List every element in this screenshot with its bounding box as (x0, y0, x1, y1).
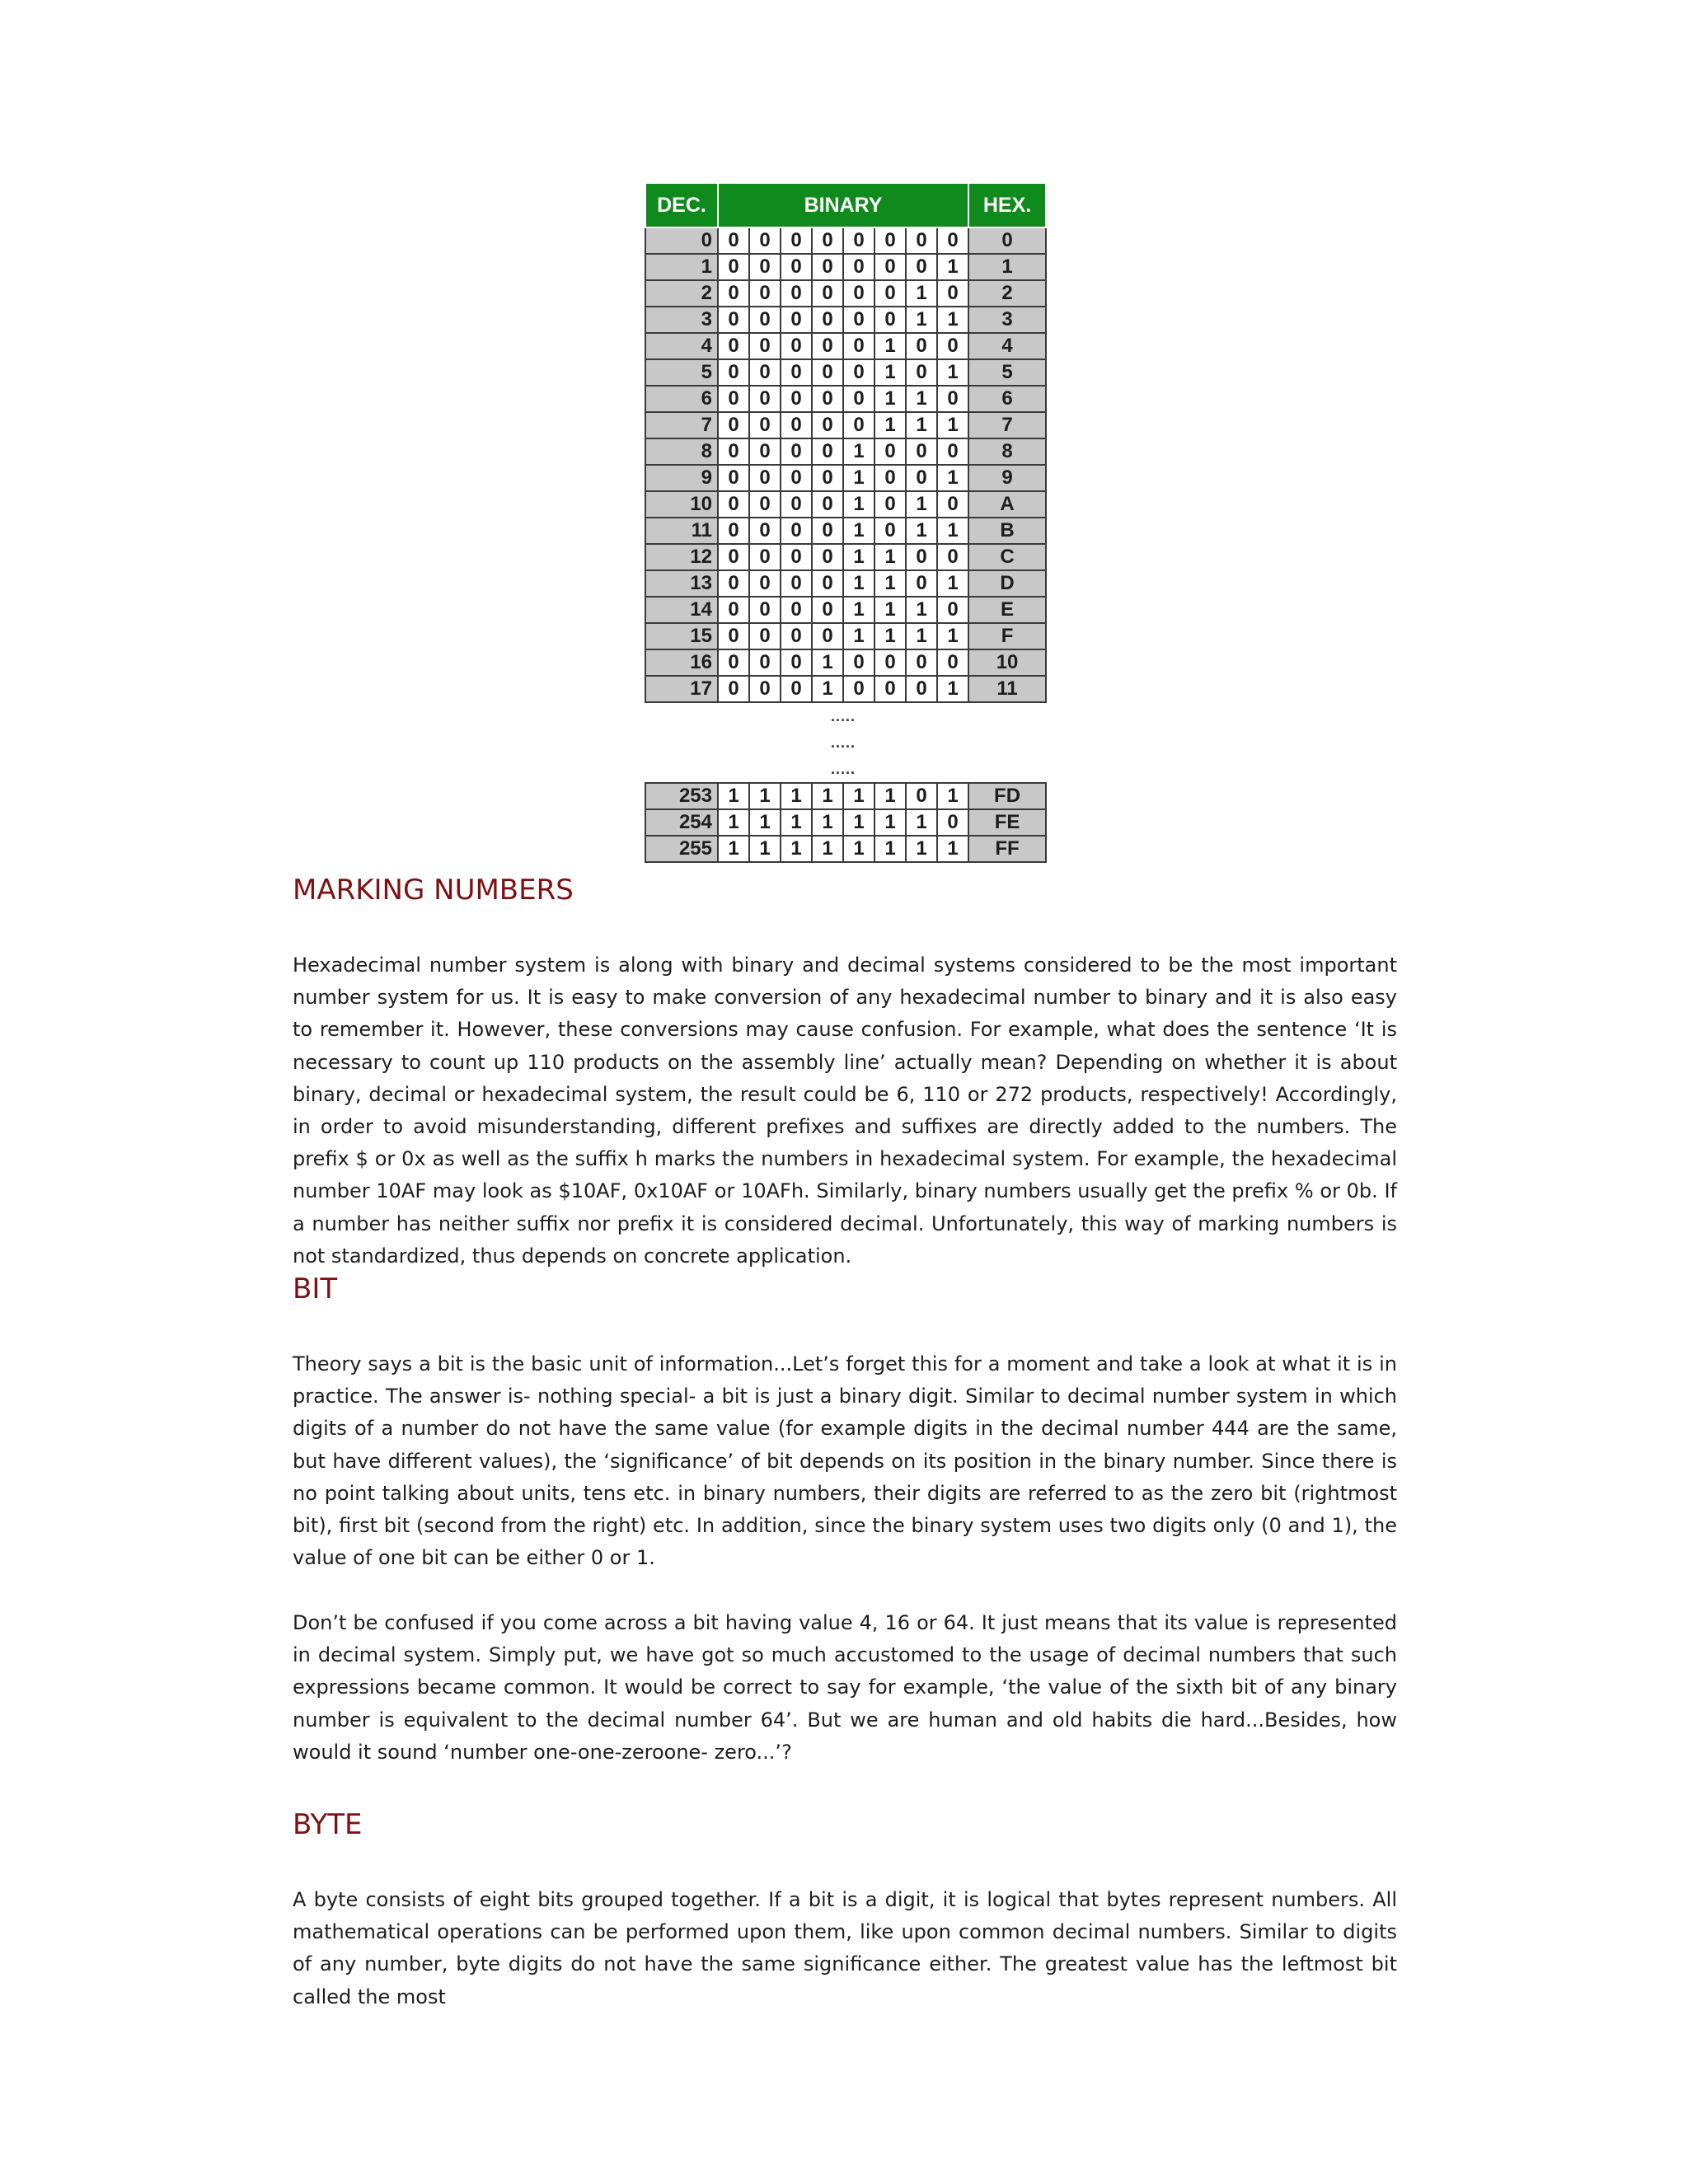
bit-cell: 0 (749, 649, 781, 676)
bit-cell: 0 (749, 307, 781, 333)
bit-cell: 0 (781, 359, 812, 386)
bit-cell: 1 (906, 836, 937, 862)
bit-cell: 1 (874, 623, 906, 649)
bit-cell: 1 (843, 597, 874, 623)
bit-cell: 0 (843, 386, 874, 412)
bit-cell: 0 (781, 465, 812, 491)
bit-cell: 0 (812, 333, 843, 359)
bit-cell: 1 (843, 783, 874, 809)
bit-cell: 0 (718, 649, 749, 676)
bit-cell: 0 (812, 438, 843, 465)
bit-cell: 0 (843, 280, 874, 307)
bit-cell: 0 (874, 649, 906, 676)
bit-cell: 1 (812, 676, 843, 702)
bit-cell: 1 (906, 307, 937, 333)
bit-cell: 1 (937, 359, 968, 386)
bit-cell: 1 (906, 597, 937, 623)
ellipsis: ..... (718, 756, 968, 783)
ellipsis: ..... (718, 702, 968, 729)
bit-cell: 0 (781, 307, 812, 333)
bit-cell: 0 (718, 254, 749, 280)
bit-cell: 0 (749, 597, 781, 623)
table-row (645, 809, 1046, 836)
bit-cell: 0 (906, 254, 937, 280)
dec-cell: 1 (645, 254, 718, 280)
bit-cell: 1 (874, 544, 906, 570)
bit-cell: 1 (843, 544, 874, 570)
table-row (645, 280, 1046, 307)
table-row (645, 333, 1046, 359)
paragraph-bit-1: Theory says a bit is the basic unit of information...Let’s forget this for a moment and take a look at what it is in practice. The answer is- nothing special- a bit is just a binary digit. Similar to decimal number system in which digits of a number do not have the same value (for example digits in the decimal number 444 are the same, but have different values), the ‘significance’ of bit depends on its position in the binary number. Since there is no point talking about units, tens etc. in binary numbers, their digits are referred to as the zero bit (rightmost bit), first bit (second from the right) etc. In addition, since the binary system uses two digits only (0 and 1), the value of one bit can be either 0 or 1. (293, 1352, 1397, 1570)
bit-cell: 0 (906, 783, 937, 809)
bit-cell: 0 (781, 649, 812, 676)
bit-cell: 0 (812, 307, 843, 333)
dec-cell: 17 (645, 676, 718, 702)
bit-cell: 1 (874, 783, 906, 809)
bit-cell: 0 (906, 570, 937, 597)
bit-cell: 0 (749, 254, 781, 280)
bit-cell: 1 (843, 570, 874, 597)
bit-cell: 0 (749, 412, 781, 438)
table-row (645, 518, 1046, 544)
bit-cell: 0 (812, 570, 843, 597)
bit-cell: 0 (781, 438, 812, 465)
dec-cell: 6 (645, 386, 718, 412)
hex-cell: 1 (968, 254, 1046, 280)
bit-cell: 0 (906, 649, 937, 676)
bit-cell: 0 (781, 623, 812, 649)
bit-cell: 0 (906, 333, 937, 359)
bit-cell: 0 (812, 227, 843, 254)
bit-cell: 0 (843, 649, 874, 676)
hex-cell: 3 (968, 307, 1046, 333)
bit-cell: 0 (781, 227, 812, 254)
bit-cell: 0 (749, 280, 781, 307)
bit-cell: 0 (718, 623, 749, 649)
bit-cell: 0 (874, 465, 906, 491)
bit-cell: 0 (781, 570, 812, 597)
bit-cell: 0 (906, 438, 937, 465)
bit-cell: 1 (937, 676, 968, 702)
bit-cell: 1 (937, 465, 968, 491)
bit-cell: 0 (906, 227, 937, 254)
bit-cell: 0 (906, 359, 937, 386)
bit-cell: 0 (718, 518, 749, 544)
bit-cell: 0 (781, 518, 812, 544)
hex-cell: 10 (968, 649, 1046, 676)
bit-cell: 0 (843, 227, 874, 254)
bit-cell: 1 (906, 280, 937, 307)
bit-cell: 0 (874, 254, 906, 280)
hex-cell: D (968, 570, 1046, 597)
bit-cell: 1 (937, 254, 968, 280)
bit-cell: 0 (812, 518, 843, 544)
bit-cell: 1 (718, 836, 749, 862)
bit-cell: 0 (718, 491, 749, 518)
hex-cell: FF (968, 836, 1046, 862)
dec-cell: 14 (645, 597, 718, 623)
table-row (645, 307, 1046, 333)
table-row (645, 836, 1046, 862)
bit-cell: 0 (718, 544, 749, 570)
heading-marking-numbers: MARKING NUMBERS (293, 874, 574, 907)
paragraph-marking-numbers: Hexadecimal number system is along with binary and decimal systems considered to be the most important number system for us. It is easy to make conversion of any hexadecimal number to binary and it is also easy to remember it. However, these conversions may cause confusion. For example, what does the sentence ‘It is necessary to count up 110 products on the assembly line’ actually mean? Depending on whether it is about binary, decimal or hexadecimal system, the result could be 6, 110 or 272 products, respectively! Accordingly, in order to avoid misunderstanding, different prefixes and suffixes are directly added to the numbers. The prefix $ or 0x as well as the suffix h marks the numbers in hexadecimal system. For example, the hexadecimal number 10AF may look as $10AF, 0x10AF or 10AFh. Similarly, binary numbers usually get the prefix % or 0b. If a number has neither suffix nor prefix it is considered decimal. Unfortunately, this way of marking numbers is not standardized, thus depends on concrete application. (293, 954, 1397, 1268)
bit-cell: 1 (812, 836, 843, 862)
bit-cell: 0 (718, 227, 749, 254)
bit-cell: 0 (718, 307, 749, 333)
bit-cell: 0 (749, 491, 781, 518)
bit-cell: 0 (749, 227, 781, 254)
paragraph-byte: A byte consists of eight bits grouped together. If a bit is a digit, it is logical that bytes represent numbers. All mathematical operations can be performed upon them, like upon common decimal numbers. Similar to digits of any number, byte digits do not have the same significance either. The greatest value has the leftmost bit called the most (293, 1888, 1397, 2008)
hex-cell: C (968, 544, 1046, 570)
hex-cell: 8 (968, 438, 1046, 465)
bit-cell: 0 (906, 676, 937, 702)
bit-cell: 0 (812, 623, 843, 649)
bit-cell: 0 (749, 676, 781, 702)
ellipsis-spacer (968, 702, 1046, 729)
bit-cell: 0 (718, 333, 749, 359)
bit-cell: 1 (874, 597, 906, 623)
bit-cell: 1 (874, 570, 906, 597)
bit-cell: 1 (843, 491, 874, 518)
dec-cell: 253 (645, 783, 718, 809)
bit-cell: 0 (781, 544, 812, 570)
dec-cell: 15 (645, 623, 718, 649)
heading-bit: BIT (293, 1272, 338, 1305)
bit-cell: 0 (812, 544, 843, 570)
table-row (645, 597, 1046, 623)
ellipsis-spacer (645, 702, 718, 729)
bit-cell: 0 (937, 227, 968, 254)
table-row (645, 570, 1046, 597)
bit-cell: 0 (812, 359, 843, 386)
dec-cell: 9 (645, 465, 718, 491)
bit-cell: 0 (874, 307, 906, 333)
bit-cell: 1 (812, 809, 843, 836)
table-row (645, 649, 1046, 676)
bit-cell: 0 (874, 676, 906, 702)
paragraph-bit-2: Don’t be confused if you come across a bit having value 4, 16 or 64. It just means that its value is represented in decimal system. Simply put, we have got so much accustomed to the usage of decimal numbers that such expressions became common. It would be correct to say for example, ‘the value of the sixth bit of any binary number is equivalent to the decimal number 64’. But we are human and old habits die hard...Besides, how would it sound ‘number one-one-zeroone- zero...’? (293, 1611, 1397, 1764)
bit-cell: 0 (718, 412, 749, 438)
bit-cell: 0 (874, 280, 906, 307)
table-header-row (645, 183, 1046, 227)
bit-cell: 0 (937, 809, 968, 836)
bit-cell: 0 (843, 412, 874, 438)
hex-cell: 0 (968, 227, 1046, 254)
bit-cell: 1 (906, 491, 937, 518)
bit-cell: 1 (843, 438, 874, 465)
header-hex: HEX. (968, 183, 1046, 227)
table-row (645, 359, 1046, 386)
dec-cell: 7 (645, 412, 718, 438)
bit-cell: 1 (843, 465, 874, 491)
bit-cell: 1 (906, 412, 937, 438)
dec-cell: 3 (645, 307, 718, 333)
bit-cell: 0 (781, 333, 812, 359)
ellipsis-spacer (645, 729, 718, 756)
bit-cell: 0 (937, 280, 968, 307)
bit-cell: 0 (812, 280, 843, 307)
bit-cell: 0 (718, 386, 749, 412)
bit-cell: 1 (812, 649, 843, 676)
bit-cell: 1 (843, 809, 874, 836)
table-row (645, 386, 1046, 412)
bit-cell: 0 (843, 359, 874, 386)
table-row (645, 254, 1046, 280)
bit-cell: 0 (718, 570, 749, 597)
table-body (645, 227, 1046, 862)
hex-cell: 7 (968, 412, 1046, 438)
dec-cell: 13 (645, 570, 718, 597)
bit-cell: 0 (749, 623, 781, 649)
bit-cell: 0 (749, 333, 781, 359)
bit-cell: 1 (937, 783, 968, 809)
bit-cell: 1 (937, 623, 968, 649)
bit-cell: 1 (874, 836, 906, 862)
bit-cell: 0 (812, 254, 843, 280)
bit-cell: 0 (781, 386, 812, 412)
dec-cell: 11 (645, 518, 718, 544)
bit-cell: 1 (781, 809, 812, 836)
ellipsis-row (645, 702, 1046, 729)
bit-cell: 0 (937, 491, 968, 518)
dec-cell: 4 (645, 333, 718, 359)
bit-cell: 0 (937, 386, 968, 412)
bit-cell: 0 (812, 491, 843, 518)
hex-cell: 4 (968, 333, 1046, 359)
bit-cell: 1 (874, 386, 906, 412)
dec-cell: 16 (645, 649, 718, 676)
bit-cell: 1 (749, 809, 781, 836)
bit-cell: 1 (812, 783, 843, 809)
dec-cell: 12 (645, 544, 718, 570)
bit-cell: 0 (874, 227, 906, 254)
bit-cell: 0 (937, 544, 968, 570)
hex-cell: E (968, 597, 1046, 623)
bit-cell: 0 (749, 386, 781, 412)
bit-cell: 0 (874, 518, 906, 544)
bit-cell: 0 (937, 333, 968, 359)
table-row (645, 227, 1046, 254)
hex-cell: A (968, 491, 1046, 518)
bit-cell: 1 (874, 809, 906, 836)
bit-cell: 0 (749, 570, 781, 597)
dec-cell: 8 (645, 438, 718, 465)
ellipsis-row (645, 756, 1046, 783)
bit-cell: 1 (906, 809, 937, 836)
bit-cell: 1 (718, 809, 749, 836)
bit-cell: 1 (937, 570, 968, 597)
bit-cell: 0 (718, 597, 749, 623)
bit-cell: 0 (781, 676, 812, 702)
hex-cell: FE (968, 809, 1046, 836)
bit-cell: 0 (843, 307, 874, 333)
table-row (645, 491, 1046, 518)
bit-cell: 0 (843, 254, 874, 280)
bit-cell: 0 (781, 412, 812, 438)
ellipsis-spacer (968, 729, 1046, 756)
dec-cell: 5 (645, 359, 718, 386)
bit-cell: 1 (906, 386, 937, 412)
bit-cell: 0 (843, 333, 874, 359)
bit-cell: 0 (937, 597, 968, 623)
bit-cell: 0 (937, 438, 968, 465)
bit-cell: 0 (812, 465, 843, 491)
dec-cell: 0 (645, 227, 718, 254)
hex-cell: 5 (968, 359, 1046, 386)
header-dec: DEC. (645, 183, 718, 227)
bit-cell: 0 (843, 676, 874, 702)
bit-cell: 1 (874, 359, 906, 386)
table-row (645, 465, 1046, 491)
table-row (645, 438, 1046, 465)
hex-cell: FD (968, 783, 1046, 809)
hex-cell: 6 (968, 386, 1046, 412)
bit-cell: 0 (781, 280, 812, 307)
dec-cell: 255 (645, 836, 718, 862)
bit-cell: 1 (718, 783, 749, 809)
bit-cell: 0 (749, 438, 781, 465)
bit-cell: 0 (812, 597, 843, 623)
bit-cell: 1 (937, 307, 968, 333)
hex-cell: F (968, 623, 1046, 649)
bit-cell: 0 (906, 544, 937, 570)
dec-cell: 10 (645, 491, 718, 518)
bit-cell: 1 (874, 333, 906, 359)
table-row (645, 623, 1046, 649)
ellipsis-spacer (645, 756, 718, 783)
bit-cell: 1 (843, 836, 874, 862)
bit-cell: 1 (781, 836, 812, 862)
dec-cell: 254 (645, 809, 718, 836)
bit-cell: 1 (843, 623, 874, 649)
heading-byte: BYTE (293, 1808, 363, 1841)
bit-cell: 1 (749, 836, 781, 862)
dec-cell: 2 (645, 280, 718, 307)
ellipsis-row (645, 729, 1046, 756)
bit-cell: 1 (906, 518, 937, 544)
bit-cell: 1 (749, 783, 781, 809)
bit-cell: 1 (874, 412, 906, 438)
bit-cell: 0 (749, 518, 781, 544)
bit-cell: 0 (718, 359, 749, 386)
bit-cell: 0 (781, 254, 812, 280)
ellipsis: ..... (718, 729, 968, 756)
bit-cell: 0 (749, 465, 781, 491)
table-row (645, 783, 1046, 809)
bit-cell: 0 (718, 280, 749, 307)
hex-cell: B (968, 518, 1046, 544)
header-binary: BINARY (718, 183, 968, 227)
bit-cell: 0 (718, 465, 749, 491)
bit-cell: 0 (812, 412, 843, 438)
bit-cell: 1 (781, 783, 812, 809)
bit-cell: 1 (906, 623, 937, 649)
bit-cell: 1 (937, 836, 968, 862)
bit-cell: 0 (781, 491, 812, 518)
bit-cell: 0 (874, 438, 906, 465)
bit-cell: 1 (937, 518, 968, 544)
table-row (645, 676, 1046, 702)
ellipsis-spacer (968, 756, 1046, 783)
table-row (645, 412, 1046, 438)
bit-cell: 1 (937, 412, 968, 438)
hex-cell: 11 (968, 676, 1046, 702)
bit-cell: 1 (843, 518, 874, 544)
conversion-table (645, 182, 1047, 863)
bit-cell: 0 (718, 438, 749, 465)
bit-cell: 0 (781, 597, 812, 623)
bit-cell: 0 (937, 649, 968, 676)
hex-cell: 9 (968, 465, 1046, 491)
table-row (645, 544, 1046, 570)
bit-cell: 0 (812, 386, 843, 412)
bit-cell: 0 (874, 491, 906, 518)
hex-cell: 2 (968, 280, 1046, 307)
bit-cell: 0 (749, 544, 781, 570)
bit-cell: 0 (749, 359, 781, 386)
bit-cell: 0 (718, 676, 749, 702)
bit-cell: 0 (906, 465, 937, 491)
